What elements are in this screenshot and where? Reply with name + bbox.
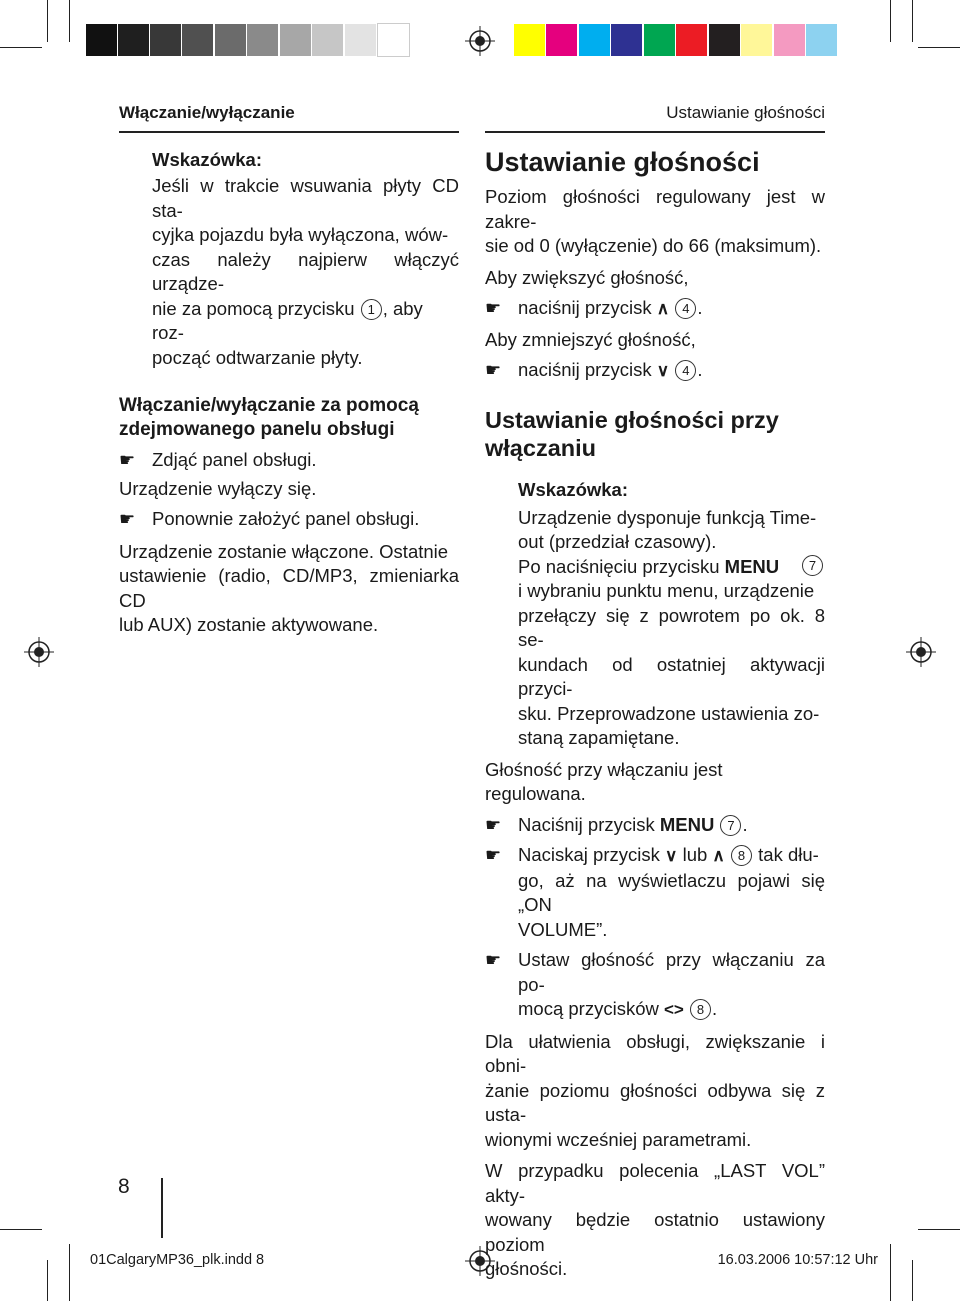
intro-line: Poziom głośności regulowany jest w zakre- [485, 186, 825, 232]
step-text: Naciskaj przycisk [518, 844, 665, 865]
note-line: przełączy się z powrotem po ok. 8 se- [518, 604, 825, 650]
color-swatch [546, 24, 577, 56]
right-column [485, 147, 825, 1282]
registration-mark-icon [906, 637, 936, 667]
adjustable-text: Głośność przy włączaniu jest regulowana. [485, 758, 723, 804]
paragraph-line: wowany będzie ostatnio ustawiony poziom [485, 1209, 825, 1255]
registration-mark-icon [465, 26, 495, 56]
header-rule-right [485, 131, 825, 133]
color-swatch [182, 24, 213, 56]
color-swatch [676, 24, 707, 56]
color-swatch [247, 24, 278, 56]
key-7-badge: 7 [802, 555, 823, 576]
up-arrow-icon: ∧ [712, 846, 725, 865]
paragraph-line: głośności. [485, 1258, 568, 1279]
intro-paragraph [485, 185, 825, 259]
key-8-badge: 8 [690, 999, 711, 1020]
footer-file: 01CalgaryMP36_plk.indd 8 [90, 1252, 265, 1268]
step-item [119, 507, 459, 532]
color-swatch [280, 24, 311, 56]
color-swatch [806, 24, 837, 56]
step-text: Zdjąć panel obsługi. [152, 449, 317, 470]
section-title-line: zdejmowanego panelu obsługi [119, 419, 395, 440]
key-4-badge: 4 [675, 298, 696, 319]
decrease-text: Aby zmniejszyć głośność, [485, 328, 696, 350]
down-arrow-icon: ∨ [656, 361, 670, 380]
running-header-right: Ustawianie głośności [666, 103, 825, 122]
color-swatch [215, 24, 246, 56]
pointing-hand-icon: ☛ [485, 360, 502, 380]
section-title-line: Ustawianie głośności przy [485, 406, 779, 433]
key-1-badge: 1 [361, 299, 382, 320]
paragraph-line: W przypadku polecenia „LAST VOL” akty- [485, 1160, 825, 1206]
color-swatch [579, 24, 610, 56]
color-swatch [709, 24, 740, 56]
pointing-hand-icon: ☛ [485, 814, 502, 835]
page-number: 8 [118, 1175, 130, 1198]
paragraph [485, 1030, 825, 1153]
paragraph-line: wionymi wcześniej parametrami. [485, 1128, 752, 1150]
step-text: lub [677, 844, 713, 865]
step-text: Naciśnij przycisk [518, 813, 660, 835]
result-paragraph [119, 540, 459, 638]
result-line: Urządzenie zostanie włączone. Ostatnie [119, 540, 449, 562]
color-swatch [611, 24, 642, 56]
footer-datetime: 16.03.2006 10:57:12 Uhr [717, 1252, 878, 1268]
page-title: Ustawianie głośności [485, 147, 760, 177]
color-swatch [118, 24, 149, 56]
pointing-hand-icon: ☛ [119, 509, 136, 529]
section-title-line: włączaniu [485, 434, 597, 461]
up-arrow-icon: ∧ [656, 299, 670, 318]
key-7-badge: 7 [720, 815, 741, 836]
left-column [119, 148, 459, 638]
note-title: Wskazówka: [518, 478, 629, 500]
paragraph-line: żanie poziomu głośności odbywa się z usta- [485, 1079, 825, 1125]
step-text: naciśnij przycisk [518, 297, 652, 318]
step-text: VOLUME”. [518, 918, 608, 940]
pointing-hand-icon: ☛ [485, 845, 502, 865]
running-header-left: Włączanie/wyłączanie [119, 103, 295, 122]
note-title: Wskazówka: [152, 149, 263, 170]
pointing-hand-icon: ☛ [485, 950, 502, 970]
note-box [518, 478, 825, 751]
pointing-hand-icon: ☛ [485, 298, 502, 318]
result-line: ustawienie (radio, CD/MP3, zmieniarka CD [119, 565, 459, 611]
color-swatch [644, 24, 675, 56]
note-text: Po naciśnięciu przycisku [518, 555, 725, 577]
note-line: począć odtwarzanie płyty. [152, 346, 363, 368]
menu-key-label: MENU [659, 813, 715, 835]
step-item: ☛ Naciśnij przycisk MENU 7 . [485, 813, 748, 835]
step-text: Ponownie założyć panel obsługi. [152, 508, 420, 529]
note-line: Jeśli w trakcie wsuwania płyty CD sta- [152, 175, 459, 221]
paragraph-line: Dla ułatwienia obsługi, zwiększanie i obni- [485, 1030, 825, 1076]
step-text: tak dłu- [753, 844, 819, 865]
left-right-arrows-icon: <> [663, 1000, 684, 1019]
note-line: staną zapamiętane. [518, 727, 680, 748]
registration-mark-icon [24, 637, 54, 667]
step-item: ☛ naciśnij przycisk ∨ 4 . [485, 359, 703, 380]
note-text: , aby roz- [152, 297, 423, 343]
note-line: i wybraniu punktu menu, urządzenie [518, 580, 815, 601]
color-swatch [774, 24, 805, 56]
intro-line: sie od 0 (wyłączenie) do 66 (maksimum). [485, 235, 822, 256]
step-text: naciśnij przycisk [518, 359, 652, 380]
color-swatch [514, 24, 545, 56]
note-line: czas należy najpierw włączyć urządze- [152, 248, 459, 294]
step-text: mocą przycisków [518, 998, 664, 1019]
step-text: go, aż na wyświetlaczu pojawi się „ON [518, 869, 825, 915]
note-box [152, 148, 459, 370]
increase-text: Aby zwiększyć głośność, [485, 266, 689, 288]
note-line [518, 555, 825, 580]
note-line: kundach od ostatniej aktywacji przyci- [518, 653, 825, 699]
note-line: Urządzenie dysponuje funkcją Time- [518, 506, 817, 528]
section-title [119, 394, 459, 442]
color-swatch [345, 24, 376, 56]
color-swatch [150, 24, 181, 56]
note-line: sku. Przeprowadzone ustawienia zo- [518, 702, 820, 724]
down-arrow-icon: ∨ [665, 846, 678, 865]
result-text: Urządzenie wyłączy się. [119, 477, 317, 499]
color-swatch [378, 24, 409, 56]
header-rule-left [119, 131, 459, 133]
step-item: ☛ Ustaw głośność przy włączaniu za po- mocą przycisków <> 8 . [485, 949, 825, 1019]
step-text: Ustaw głośność przy włączaniu za po- [518, 949, 825, 995]
key-4-badge: 4 [675, 360, 696, 381]
step-item [485, 843, 825, 942]
step-item: ☛ naciśnij przycisk ∧ 4 . [485, 297, 703, 318]
pointing-hand-icon: ☛ [119, 450, 136, 470]
page-number-rule [161, 1178, 163, 1238]
color-swatch [741, 24, 772, 56]
step-item [119, 448, 459, 473]
note-line: out (przedział czasowy). [518, 531, 717, 552]
color-swatch [86, 24, 117, 56]
section-title [485, 406, 825, 462]
color-swatch [312, 24, 343, 56]
note-line [152, 297, 459, 346]
note-line: cyjka pojazdu była wyłączona, wów- [152, 224, 449, 245]
key-8-badge: 8 [731, 845, 752, 866]
result-line: lub AUX) zostanie aktywowane. [119, 614, 379, 635]
note-text: nie za pomocą przycisku [152, 297, 360, 319]
section-title-line: Włączanie/wyłączanie za pomocą [119, 395, 419, 416]
menu-key-label: MENU [724, 555, 780, 577]
